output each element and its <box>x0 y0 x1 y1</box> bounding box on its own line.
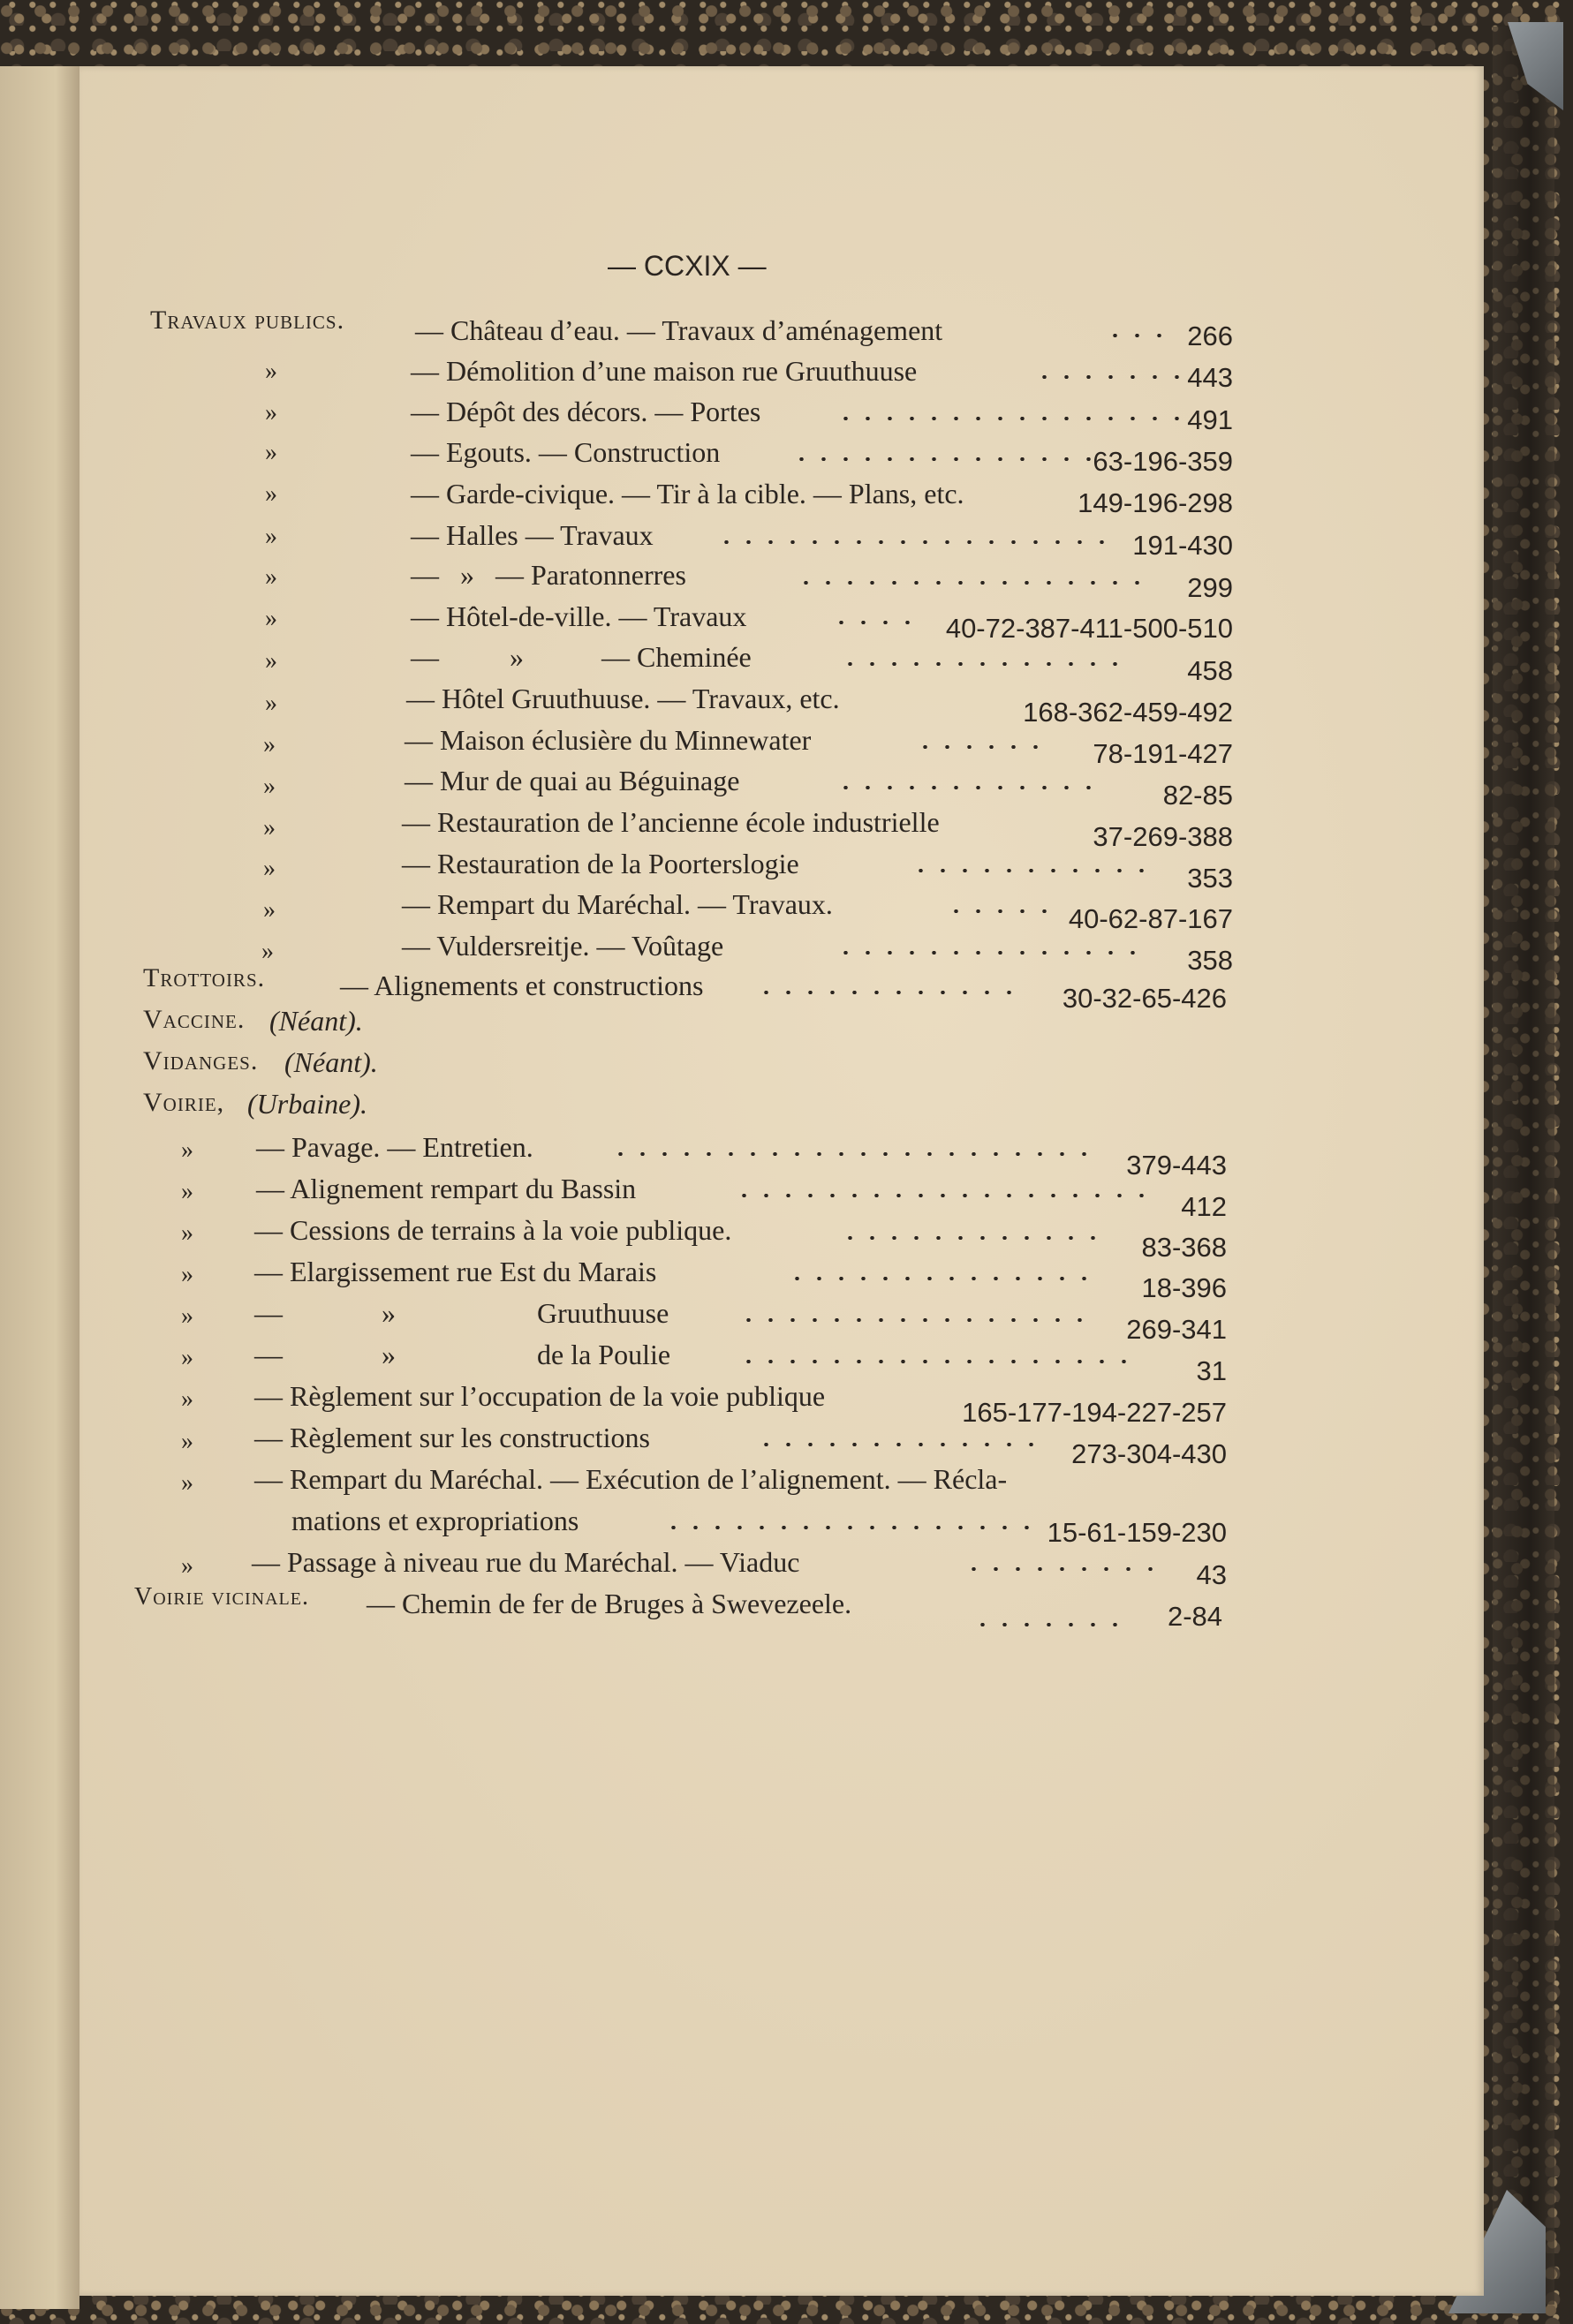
ditto-mark: » <box>265 563 277 591</box>
page-ref: 43 <box>1196 1559 1227 1590</box>
leader-dots <box>609 1152 1104 1156</box>
page-ref: 40-72-387-411-500-510 <box>945 613 1233 644</box>
travaux-entry: — Hôtel-de-ville. — Travaux <box>411 600 747 632</box>
page-ref: 78-191-427 <box>1093 738 1233 769</box>
section-title-vaccine: Vaccine. <box>143 1005 246 1034</box>
travaux-entry: — Château d’eau. — Travaux d’aménagement <box>415 314 943 346</box>
voirie-entry: — Elargissement rue Est du Marais <box>254 1256 657 1287</box>
leader-dots <box>662 1526 1029 1529</box>
leader-dots <box>786 1277 1095 1280</box>
ditto-mark: » <box>181 1261 193 1288</box>
travaux-entry: — Démolition d’une maison rue Gruuthuuse <box>411 355 918 387</box>
travaux-entry: — Vuldersreitje. — Voûtage <box>402 930 724 962</box>
page-ref: 31 <box>1196 1355 1227 1386</box>
section-title-vidanges: Vidanges. <box>143 1046 259 1075</box>
ditto-mark: » <box>181 1136 193 1164</box>
leader-dots <box>830 621 910 624</box>
ditto-mark: » <box>265 480 277 508</box>
vicinale-entry: — Chemin de fer de Bruges à Swevezeele. <box>367 1588 852 1619</box>
leader-dots <box>972 1623 1122 1626</box>
page-ref: 273-304-430 <box>1071 1438 1227 1469</box>
leader-dots <box>1104 334 1175 337</box>
page-ref: 358 <box>1187 945 1233 976</box>
vidanges-note: (Néant). <box>284 1046 378 1078</box>
page-ref: 40-62-87-167 <box>1068 903 1233 934</box>
travaux-entry: — Egouts. — Construction <box>411 436 721 468</box>
travaux-entry: — Hôtel Gruuthuuse. — Travaux, etc. <box>406 683 840 714</box>
ditto-mark: » <box>181 1428 193 1455</box>
ditto-mark: » <box>263 896 276 924</box>
leader-dots <box>715 540 1113 544</box>
ditto-mark: » <box>265 523 277 550</box>
voirie-entry: — Règlement sur l’occupation de la voie publique <box>254 1380 826 1412</box>
page-ref: 63-196-359 <box>1093 446 1233 477</box>
ditto-mark: » <box>265 358 277 385</box>
section-title-voirie: Voirie, <box>143 1088 225 1117</box>
ditto-mark: » <box>265 439 277 466</box>
travaux-entry: — Restauration de la Poorterslogie <box>402 848 799 879</box>
book-spine <box>1493 26 1554 2305</box>
travaux-entry: — Rempart du Maréchal. — Travaux. <box>402 888 833 920</box>
leader-dots <box>737 1318 1091 1322</box>
ditto-mark: » <box>263 814 276 841</box>
voirie-entry: — Règlement sur les constructions <box>254 1422 650 1453</box>
ditto-mark: » <box>181 1178 193 1205</box>
leader-dots <box>790 457 1091 461</box>
leader-dots <box>835 951 1153 954</box>
ditto-mark: » <box>181 1552 193 1580</box>
voirie-entry-continuation: mations et expropriations <box>291 1505 579 1536</box>
facing-page-edge <box>0 66 79 2309</box>
section-title-travaux: Travaux publics. <box>150 306 345 335</box>
page-ref: 2-84 <box>1167 1601 1222 1632</box>
page-ref: 83-368 <box>1141 1232 1227 1263</box>
travaux-entry: — Maison éclusière du Minnewater <box>405 724 812 756</box>
voirie-entry: — Passage à niveau rue du Maréchal. — Viaduc <box>252 1546 800 1578</box>
page-ref: 18-396 <box>1141 1272 1227 1303</box>
ditto-mark: » <box>265 690 277 717</box>
travaux-entry: — » — Paratonnerres <box>411 559 686 591</box>
ditto-mark: » <box>181 1219 193 1247</box>
page-ref: 443 <box>1187 362 1233 393</box>
page-ref: 149-196-298 <box>1078 487 1233 518</box>
ditto-mark: » <box>265 647 277 675</box>
ditto-mark: » <box>181 1302 193 1330</box>
leader-dots <box>733 1194 1148 1197</box>
page-ref: 15-61-159-230 <box>1047 1517 1227 1548</box>
page-ref: 168-362-459-492 <box>1023 697 1233 728</box>
page-ref: 82-85 <box>1162 780 1233 811</box>
voirie-entry: — Pavage. — Entretien. <box>256 1131 533 1163</box>
leader-dots <box>914 745 1038 749</box>
ditto-mark: » <box>263 731 276 758</box>
leader-dots <box>1033 375 1179 379</box>
page-ref: 37-269-388 <box>1093 821 1233 852</box>
travaux-entry: — Garde-civique. — Tir à la cible. — Plans, etc. <box>411 478 964 509</box>
leader-dots <box>910 869 1157 872</box>
ditto-mark: » <box>265 399 277 426</box>
page-ref: 412 <box>1181 1191 1227 1222</box>
voirie-note: (Urbaine). <box>247 1088 367 1120</box>
leader-dots <box>737 1360 1144 1363</box>
page-number-header: — CCXIX — <box>608 250 767 282</box>
leader-dots <box>755 1443 1038 1446</box>
page-ref: 266 <box>1187 321 1233 351</box>
leader-dots <box>945 909 1047 913</box>
voirie-entry: — » de la Poulie <box>254 1339 671 1370</box>
voirie-entry: — Alignement rempart du Bassin <box>256 1173 637 1204</box>
leader-dots <box>963 1567 1157 1571</box>
travaux-entry: — Mur de quai au Béguinage <box>405 765 740 796</box>
page-ref: 491 <box>1187 404 1233 435</box>
ditto-mark: » <box>261 938 274 965</box>
vaccine-note: (Néant). <box>269 1005 363 1037</box>
travaux-entry: — Restauration de l’ancienne école industrielle <box>402 806 940 838</box>
page-ref: 458 <box>1187 655 1233 686</box>
page-ref: 165-177-194-227-257 <box>962 1397 1227 1428</box>
voirie-entry: — Rempart du Maréchal. — Exécution de l’alignement. — Récla- <box>254 1463 1008 1495</box>
ditto-mark: » <box>263 855 276 882</box>
travaux-entry: — Dépôt des décors. — Portes <box>411 396 761 427</box>
leader-dots <box>839 662 1131 666</box>
leader-dots <box>839 1236 1113 1240</box>
voirie-entry: — » Gruuthuuse <box>254 1297 669 1329</box>
travaux-entry: — » — Cheminée <box>411 641 752 673</box>
trottoirs-entry: — Alignements et constructions <box>340 970 704 1001</box>
page-ref: 30-32-65-426 <box>1062 983 1227 1014</box>
page-ref: 269-341 <box>1126 1314 1227 1345</box>
section-title-voirie-vicinale: Voirie vicinale. <box>134 1583 309 1611</box>
ditto-mark: » <box>263 773 276 800</box>
ditto-mark: » <box>181 1385 193 1413</box>
ditto-mark: » <box>181 1469 193 1497</box>
voirie-entry: — Cessions de terrains à la voie publique. <box>254 1214 732 1246</box>
leader-dots <box>755 991 1029 994</box>
leader-dots <box>795 581 1148 585</box>
page-ref: 191-430 <box>1132 530 1233 561</box>
page-ref: 353 <box>1187 863 1233 894</box>
ditto-mark: » <box>265 605 277 632</box>
section-title-trottoirs: Trottoirs. <box>143 963 266 992</box>
leader-dots <box>835 417 1179 420</box>
ditto-mark: » <box>181 1344 193 1371</box>
leader-dots <box>835 786 1108 789</box>
page-ref: 379-443 <box>1126 1150 1227 1181</box>
travaux-entry: — Halles — Travaux <box>411 519 654 551</box>
page-ref: 299 <box>1187 572 1233 603</box>
